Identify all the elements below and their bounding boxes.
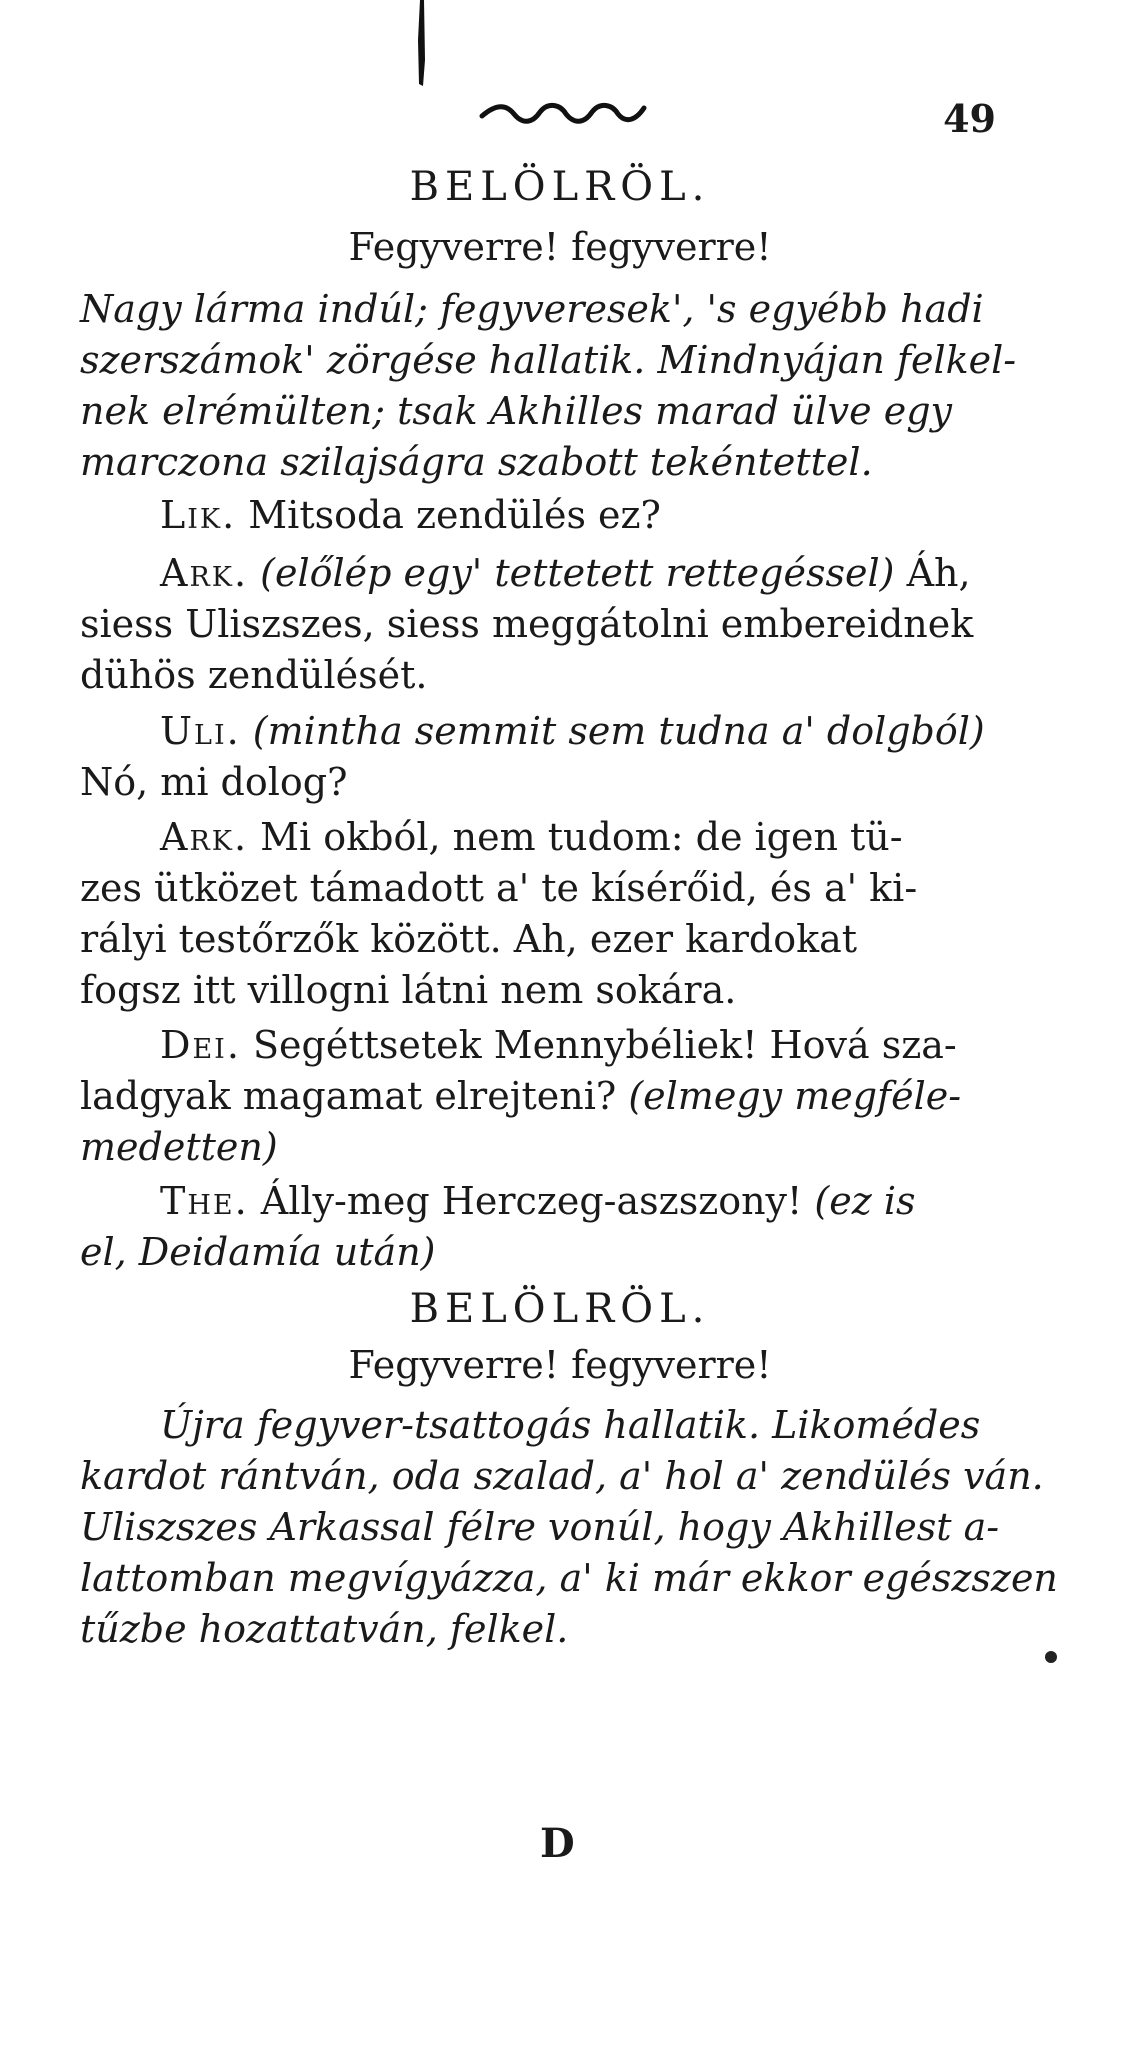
- speech-line: Nó, mi dolog?: [80, 760, 348, 804]
- speaker-name: Lik.: [160, 493, 237, 537]
- section-heading: BELÖLRÖL.: [409, 164, 711, 210]
- speech-text: Álly-meg Herczeg-aszszony!: [260, 1179, 803, 1223]
- stage-direction-line: lattomban megvígyázza, a' ki már ekkor egészszen: [80, 1556, 1058, 1600]
- speech-text: Segéttsetek Mennybéliek! Hová sza-: [253, 1023, 957, 1067]
- speaker-name: Dei.: [160, 1023, 241, 1067]
- inline-stage-direction: el, Deidamía után): [80, 1230, 436, 1274]
- speaker-name: The.: [160, 1179, 249, 1223]
- speaker-name: Ark.: [160, 551, 249, 595]
- stage-direction: [80, 284, 1040, 488]
- printer-signature: D: [540, 1820, 575, 1867]
- inline-stage-direction: medetten): [80, 1125, 278, 1169]
- stage-direction-line: kardot rántván, oda szalad, a' hol a' zendülés ván.: [80, 1454, 1044, 1498]
- inline-stage-direction: (ez is: [814, 1179, 916, 1223]
- speech-line: [80, 1071, 1040, 1122]
- ink-speck-icon: [1042, 1648, 1060, 1666]
- stage-direction-line: Nagy lárma indúl; fegyveresek', 's egyébb hadi: [80, 287, 984, 331]
- ornament-icon: [478, 98, 648, 128]
- inline-stage-direction: (elmegy megféle-: [628, 1074, 962, 1118]
- stage-direction-line: szerszámok' zörgése hallatik. Mindnyájan felkel-: [80, 338, 1017, 382]
- dialogue-block: [80, 1176, 1040, 1278]
- stage-direction-line: nek elrémülten; tsak Akhilles marad ülve egy: [80, 389, 952, 433]
- offstage-cry: Fegyverre! fegyverre!: [348, 225, 772, 269]
- speech-text: Mi okból, nem tudom: de igen tü-: [260, 815, 903, 859]
- dialogue-first-line: [80, 1020, 1040, 1071]
- speech-line: zes ütközet támadott a' te kísérőid, és a' ki-: [80, 866, 918, 910]
- speaker-name: Ark.: [160, 815, 249, 859]
- speech-text: Áh,: [906, 551, 971, 595]
- stage-direction: [80, 1400, 1058, 1655]
- dialogue-block: [80, 548, 1040, 701]
- dialogue-first-line: [80, 548, 1040, 599]
- dialogue-first-line: [80, 1176, 1040, 1227]
- speech-text: Mitsoda zendülés ez?: [248, 493, 661, 537]
- ink-mark-icon: [410, 0, 434, 88]
- speech-line: siess Uliszszes, siess meggátolni embereidnek: [80, 602, 974, 646]
- stage-direction-line: Újra fegyver-tsattogás hallatik. Likomédes: [160, 1403, 981, 1447]
- stage-direction-line: marczona szilajságra szabott tekéntettel.: [80, 440, 873, 484]
- dialogue-block: [80, 812, 1040, 1016]
- speech-line: dühös zendülését.: [80, 653, 428, 697]
- speaker-name: Uli.: [160, 709, 241, 753]
- offstage-cry: Fegyverre! fegyverre!: [348, 1343, 772, 1387]
- stage-direction-line: tűzbe hozattatván, felkel.: [80, 1607, 569, 1651]
- page-number: 49: [943, 96, 996, 141]
- dialogue-block: [80, 706, 1040, 808]
- dialogue-line: [80, 490, 1040, 541]
- dialogue-first-line: [80, 812, 1040, 863]
- speech-text: ladgyak magamat elrejteni?: [80, 1074, 617, 1118]
- inline-stage-direction: (mintha semmit sem tudna a' dolgból): [252, 709, 985, 753]
- dialogue-first-line: [80, 706, 1040, 757]
- inline-stage-direction: (előlép egy' tettetett rettegéssel): [260, 551, 895, 595]
- section-heading: BELÖLRÖL.: [409, 1286, 711, 1332]
- stage-direction-line: Uliszszes Arkassal félre vonúl, hogy Akhillest a-: [80, 1505, 1000, 1549]
- dialogue-block: [80, 1020, 1040, 1173]
- speech-line: fogsz itt villogni látni nem sokára.: [80, 968, 737, 1012]
- speech-line: rályi testőrzők között. Ah, ezer kardokat: [80, 917, 858, 961]
